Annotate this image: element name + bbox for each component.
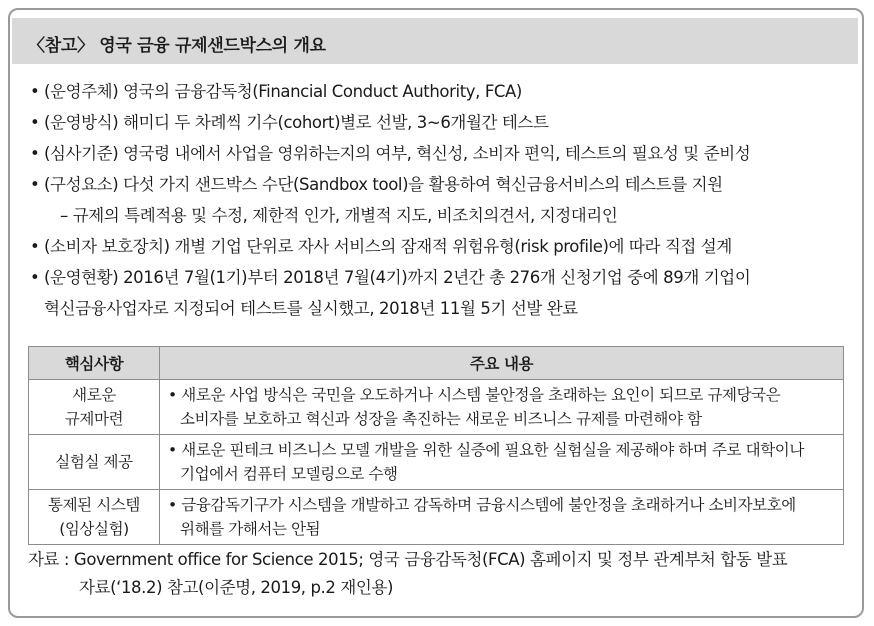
bullet-subitem: – 규제의 특례적용 및 수정, 제한적 인가, 개별적 지도, 비조치의견서, 지정대리인 [60,206,618,225]
table-content-cell: • 새로운 핀테크 비즈니스 모델 개발을 위한 실증에 필요한 실험실을 제공해야 하며 주로 대학이나 기업에서 컴퓨터 모델링으로 수행 [160,435,844,490]
bullet-item: • (운영주체) 영국의 금융감독청(Financial Conduct Authority, FCA) [30,76,860,107]
bullet-dot-icon: • [30,237,40,256]
bullet-list [30,76,860,324]
bullet-item: • (운영방식) 해미디 두 차례씩 기수(cohort)별로 선발, 3~6개월간 테스트 [30,107,860,138]
table-header-content: 주요 내용 [160,347,844,380]
bullet-dot-icon: • [30,144,40,163]
bullet-item: • (구성요소) 다섯 가지 샌드박스 수단(Sandbox tool)을 활용하여 혁신금융서비스의 테스트를 지원 [30,169,860,200]
bullet-item: • (소비자 보호장치) 개별 기업 단위로 자사 서비스의 잠재적 위험유형(risk profile)에 따라 직접 설계 [30,231,860,262]
table-header-key: 핵심사항 [29,347,160,380]
core-items-table [28,346,844,545]
table-key-cell: 실험실 제공 [29,435,160,490]
table-key-cell: 새로운 규제마련 [29,380,160,435]
table-row [29,435,844,490]
bullet-dot-icon: • [30,175,40,194]
bullet-item: • (운영현황) 2016년 7월(1기)부터 2018년 7월(4기)까지 2년간 총 276개 신청기업 중에 89개 기업이 [30,262,860,293]
source-note: 자료 : Government office for Science 2015; 영국 금융감독청(FCA) 홈페이지 및 정부 관계부처 합동 발표 자료(‘18.2) 참고(이준명, 2019, p.2 재인용) [28,550,788,597]
bullet-continuation: 혁신금융사업자로 지정되어 테스트를 실시했고, 2018년 11월 5기 선발 완료 [44,299,578,318]
bullet-dot-icon: • [30,113,40,132]
table-row [29,380,844,435]
table-row [29,490,844,545]
box-title: 〈참고〉 영국 금융 규제샌드박스의 개요 [28,36,326,56]
table-key-cell: 통제된 시스템 (임상실험) [29,490,160,545]
table-header-row [29,347,844,380]
table-content-cell: • 새로운 사업 방식은 국민을 오도하거나 시스템 불안정을 초래하는 요인이 되므로 규제당국은 소비자를 보호하고 혁신과 성장을 촉진하는 새로운 비즈니스 규제를 마련해야 함 [160,380,844,435]
table-content-cell: • 금융감독기구가 시스템을 개발하고 감독하며 금융시스템에 불안정을 초래하거나 소비자보호에 위해를 가해서는 안됨 [160,490,844,545]
bullet-item: • (심사기준) 영국령 내에서 사업을 영위하는지의 여부, 혁신성, 소비자 편익, 테스트의 필요성 및 준비성 [30,138,860,169]
bullet-dot-icon: • [30,82,40,101]
bullet-dot-icon: • [30,268,40,287]
